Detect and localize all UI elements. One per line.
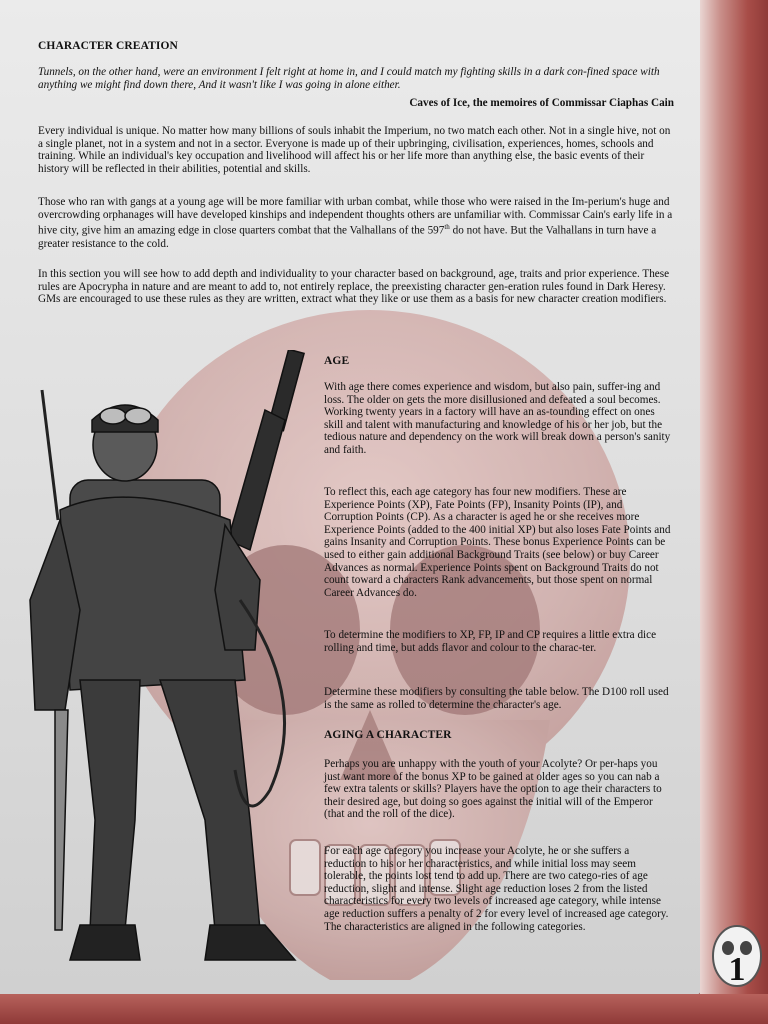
section-heading-character-creation: CHARACTER CREATION <box>38 40 178 52</box>
paragraph-section-intro: In this section you will see how to add depth and individuality to your character based on background, age, traits and prior experience. These rules are Apocrypha in nature and are meant to add to, not entirely replace, the preexisting character gen-eration rules found in Dark Heresy. GMs are encouraged to use these rules as they are written, extract what they like or use them as a basis for new character creation modifiers. <box>38 268 670 306</box>
page-number: 1 <box>728 951 746 988</box>
paragraph-age-dice: To determine the modifiers to XP, FP, IP and CP requires a little extra dice rolling and time, but adds flavor and colour to the charac-ter. <box>324 629 657 654</box>
page-number-badge <box>708 920 766 990</box>
guardsman-illustration <box>10 350 325 970</box>
paragraph-age-table-ref: Determine these modifiers by consulting the table below. The D100 roll used is the same as rolled to determine the character's age. <box>324 686 669 711</box>
paragraph-age-modifiers: To reflect this, each age category has four new modifiers. These are Experience Points (XP), Fate Points (FP), Insanity Points (IP), and Corruption Points (CP). As a character is aged he or she receives more Experience Points (added to the 400 initial XP) but also loses Fate Points and gains Insanity and Corruption Points. These bonus Experience Points can be used to either gain additional Background Traits (see below) or buy Career Advances as normal. Experience Points spent on Background Traits do not count toward a characters Rank advancements, but those spent on normal Career Advances do. <box>324 486 671 599</box>
paragraph-aging-option: Perhaps you are unhappy with the youth of your Acolyte? Or per-haps you just want more of the bonus XP to be gained at older ages so you can nab a few extra talents or skills? Players have the option to age their characters to their desired age, but doing so goes against the initial will of the Emperor (that and the roll of the dice). <box>324 758 662 821</box>
page-border-right <box>700 0 768 1024</box>
page-border-bottom <box>0 994 768 1024</box>
paragraph-aging-reduction: For each age category you increase your Acolyte, he or she suffers a reduction to his or her characteristics, and while initial loss may seem tolerable, the points lost tend to add up. There are two catego-ries of age reduction, slight and intense. Slight age reduction loses 2 from the listed characteristics for every two levels of increased age category, while intense age reduction suffers a penalty of 2 for every level of increased age category. The characteristics are aligned in the following categories. <box>324 845 669 933</box>
paragraph-age-intro: With age there comes experience and wisdom, but also pain, suffer-ing and loss. The older on gets the more disillusioned and defeated a soul becomes. Working twenty years in a factory will have an as-tounding effect on ones skill and talent with manufacturing and knowledge of his or her job, but the tedious nature and dependency on the work will break down a person's sanity and faith. <box>324 381 671 456</box>
paragraph-individuality: Every individual is unique. No matter how many billions of souls inhabit the Imperium, no two match each other. Not in a single hive, not on a single planet, not in a system and not in a sector. Everyone is made up of their upbringing, civilisation, experiences, homes, schools and training. While an individual's key occupation and livelihood will affect his or her life more than anything else, the basic events of their history will be reflected in their abilities, potential and skills. <box>38 125 671 175</box>
paragraph-upbringing: Those who ran with gangs at a young age will be more familiar with urban combat, while those who were raised in the Im-perium's huge and overcrowding orphanages will have developed kinships and independent thoughts others are unfamiliar with. Commissar Cain's early life in a hive city, give him an amazing edge in close quarters combat that the Valhallans of the 597th do not have. But the Valhallans in turn have a greater resistance to the cold. <box>38 196 673 250</box>
section-heading-age: AGE <box>324 355 350 367</box>
epigraph-source: Caves of Ice, the memoires of Commissar Ciaphas Cain <box>409 97 674 109</box>
section-heading-aging-a-character: AGING A CHARACTER <box>324 729 452 741</box>
epigraph-quote: Tunnels, on the other hand, were an environment I felt right at home in, and I could match my fighting skills in a dark con-fined space with anything we might find down there, And it wasn't like I was going in alone either. <box>38 66 660 91</box>
